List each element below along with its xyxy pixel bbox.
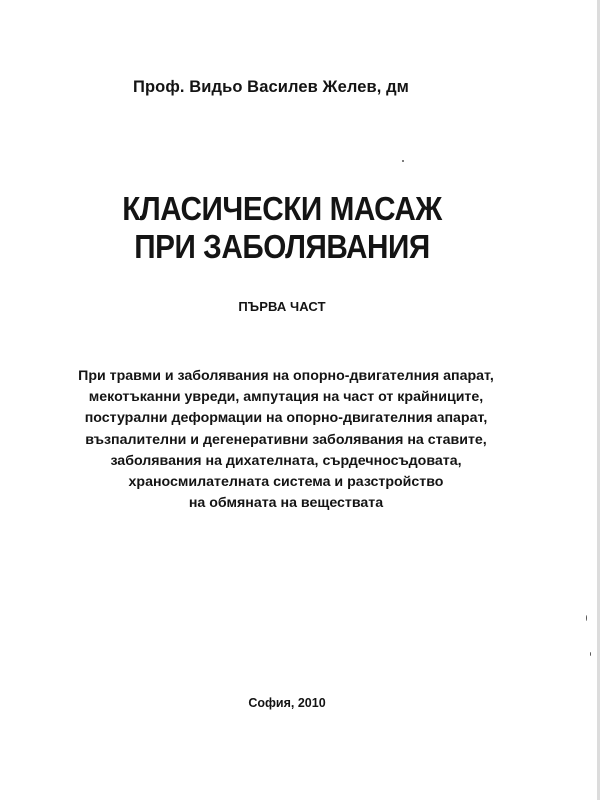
subtitle-line-6: храносмилателната система и разстройство (128, 474, 444, 491)
publication-imprint: София, 2010 (248, 696, 326, 710)
scan-speck (586, 615, 587, 621)
book-title-line-2: ПРИ ЗАБОЛЯВАНИЯ (134, 228, 430, 265)
part-label: ПЪРВА ЧАСТ (238, 299, 326, 314)
book-title-line-1: КЛАСИЧЕСКИ МАСАЖ (122, 190, 442, 227)
subtitle-line-5: заболявания на дихателната, сърдечносъдовата, (110, 452, 462, 469)
author-name: Проф. Видьо Василев Желев, дм (133, 78, 409, 96)
subtitle-line-1: При травми и заболявания на опорно-двигателния апарат, (78, 368, 494, 384)
book-title (28, 190, 536, 266)
subtitle-line-2: мекотъканни увреди, ампутация на част от крайниците, (88, 389, 484, 406)
subtitle-line-7: на обмяната на веществата (188, 495, 384, 512)
subtitle-line-3: постурални деформации на опорно-двигателния апарат, (84, 410, 488, 427)
scan-speck (402, 160, 404, 162)
subtitle-line-4: възпалителни и дегенеративни заболявания на ставите, (85, 431, 487, 448)
book-subtitle (0, 366, 572, 514)
scan-speck (590, 652, 591, 656)
